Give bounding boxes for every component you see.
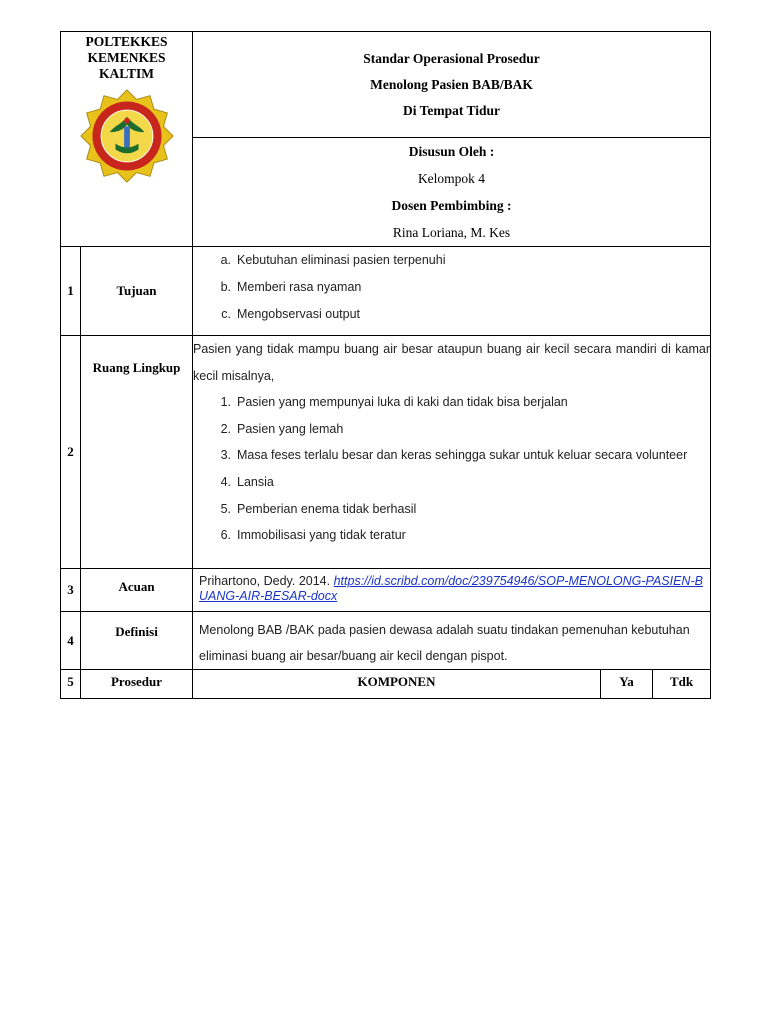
author-cell — [193, 138, 711, 247]
komponen-header: KOMPONEN — [193, 670, 601, 699]
list-marker: 5. — [220, 501, 231, 516]
list-marker: 2. — [220, 421, 231, 436]
table-row — [61, 336, 711, 569]
list-text: Memberi rasa nyaman — [237, 280, 362, 294]
dosen-value: Rina Loriana, M. Kes — [392, 225, 511, 240]
row-label: Definisi — [81, 612, 193, 670]
row-label: Ruang Lingkup — [81, 336, 193, 569]
list-text: Pasien yang mempunyai luka di kaki dan tidak bisa berjalan — [237, 395, 568, 410]
list-item — [193, 469, 710, 496]
dosen-label: Dosen Pembimbing : — [391, 198, 512, 213]
list-marker: 1. — [220, 395, 231, 410]
list-marker: b. — [220, 280, 231, 294]
list-marker: 6. — [220, 528, 231, 543]
list-item — [193, 496, 710, 523]
row-number: 5 — [61, 670, 81, 699]
ruang-lingkup-list — [193, 389, 710, 549]
table-row — [61, 247, 711, 336]
table-row — [61, 612, 711, 670]
table-row — [61, 569, 711, 612]
institution-name: POLTEKKES KEMENKES KALTIM — [85, 34, 168, 81]
title-line-3: Di Tempat Tidur — [402, 103, 501, 118]
tujuan-list — [193, 247, 710, 328]
ruang-lingkup-intro: Pasien yang tidak mampu buang air besar ataupun buang air kecil secara mandiri di kamar kecil misalnya, — [193, 342, 711, 383]
row-label: Prosedur — [81, 670, 193, 699]
sop-table — [60, 31, 711, 699]
row-label: Acuan — [81, 569, 193, 612]
acuan-link[interactable]: https://id.scribd.com/doc/239754946/SOP-MENOLONG-PASIEN-BUANG-AIR-BESAR-docx — [199, 574, 703, 603]
row-number: 1 — [61, 247, 81, 336]
list-text: Kebutuhan eliminasi pasien terpenuhi — [237, 253, 446, 267]
institution-cell — [61, 32, 193, 247]
list-marker: c. — [221, 307, 231, 321]
list-text: Pemberian enema tidak berhasil — [237, 501, 417, 516]
acuan-content — [193, 569, 711, 612]
disusun-value: Kelompok 4 — [417, 171, 486, 186]
title-cell — [193, 32, 711, 138]
list-text: Lansia — [237, 474, 274, 489]
list-item — [193, 522, 710, 549]
title-line-1: Standar Operasional Prosedur — [363, 51, 540, 66]
list-item — [193, 301, 710, 328]
list-text: Pasien yang lemah — [237, 421, 344, 436]
definisi-text: Menolong BAB /BAK pada pasien dewasa adalah suatu tindakan pemenuhan kebutuhan eliminasi buang air besar/buang air kecil dengan pispot. — [199, 623, 690, 663]
definisi-content — [193, 612, 711, 670]
title-line-2: Menolong Pasien BAB/BAK — [370, 77, 533, 92]
poltekkes-logo — [79, 88, 175, 184]
list-text: Immobilisasi yang tidak teratur — [237, 528, 406, 543]
list-item — [193, 247, 710, 274]
table-row — [61, 670, 711, 699]
ruang-lingkup-content — [193, 336, 711, 569]
list-marker: a. — [220, 253, 231, 267]
ya-header: Ya — [601, 670, 653, 699]
acuan-text: Prihartono, Dedy. 2014. — [199, 574, 331, 588]
disusun-label: Disusun Oleh : — [408, 144, 495, 159]
row-number: 4 — [61, 612, 81, 670]
list-item — [193, 274, 710, 301]
list-marker: 4. — [220, 474, 231, 489]
tujuan-content — [193, 247, 711, 336]
list-item — [193, 442, 710, 469]
list-marker: 3. — [220, 448, 231, 463]
list-item — [193, 389, 710, 416]
row-number: 3 — [61, 569, 81, 612]
tdk-header: Tdk — [653, 670, 711, 699]
row-label: Tujuan — [81, 247, 193, 336]
list-text: Masa feses terlalu besar dan keras sehingga sukar untuk keluar secara volunteer — [237, 448, 688, 463]
list-item — [193, 416, 710, 443]
row-number: 2 — [61, 336, 81, 569]
list-text: Mengobservasi output — [237, 307, 360, 321]
